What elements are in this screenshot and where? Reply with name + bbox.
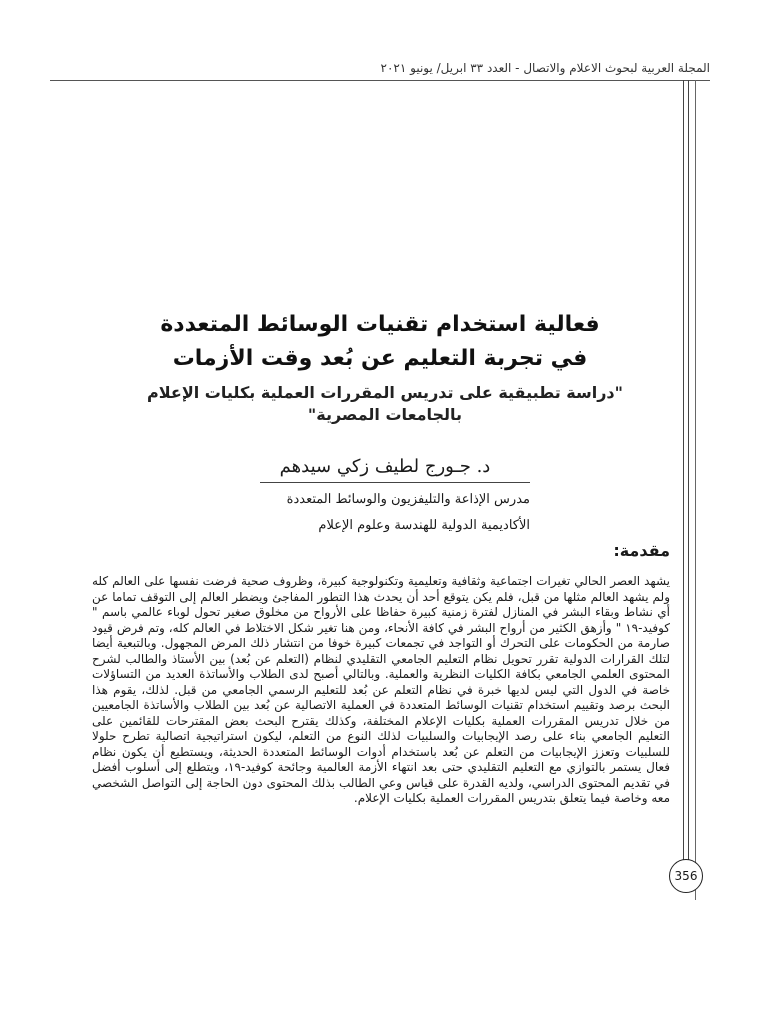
author-underline: [260, 482, 530, 483]
header-rule: [50, 80, 710, 81]
page-number-badge: 356: [669, 859, 703, 893]
author-name: د. جـورج لطيف زكي سيدهم: [279, 456, 491, 477]
subtitle-line-1: "دراسة تطبيقية على تدريس المقررات العملية بكليات الإعلام: [147, 383, 623, 402]
title-line-1: فعالية استخدام تقنيات الوسائط المتعددة: [160, 312, 600, 337]
author-position: مدرس الإذاعة والتليفزيون والوسائط المتعددة: [286, 492, 530, 507]
subtitle-line-2: بالجامعات المصرية": [307, 405, 463, 424]
author-institution: الأكاديمية الدولية للهندسة وعلوم الإعلام: [318, 518, 530, 533]
paper-title: [120, 308, 640, 376]
title-line-2: في تجربة التعليم عن بُعد وقت الأزمات: [172, 346, 588, 371]
introduction-paragraph: يشهد العصر الحالي تغيرات اجتماعية وثقافية وتعليمية وتكنولوجية كبيرة، وظروف صحية فرضت نفسها على العالم كله ولم يشهد العالم مثلها من قبل، فلم يكن يتوقع أحد أن يحدث هذا التطور المفاجئ ويضطر العالم إلى التوقف تماما عن أي نشاط وبقاء البشر في المنازل لفترة زمنية كبيرة حفاظا على الأرواح من مخلوق صغير تحول لوباء عالمي باسم " كوفيد-١٩ " وأزهق الكثير من أرواح البشر في كافة الأنحاء، ومن هنا تغير شكل الاختلاط في العالم كله، وتم فرض قيود صارمة من الحكومات على التحرك أو التواجد في تجمعات كبيرة خوفا من انتشار ذلك المرض المجهول. وبالتبعية أيضا لتلك القرارات الدولية تقرر تحويل نظام التعليم الجامعي التقليدي لنظام (التعلم عن بُعد) بين الأستاذ والطالب لشرح المحتوى العلمي الجامعي بكافة الكليات النظرية والعملية. وبالتالي أصبح لدى الطلاب والأساتذة العديد من التساؤلات خاصة في الدول التي ليس لديها خبرة في نظام التعلم عن بُعد للتعليم الرسمي الجامعي من قبل. لذلك، يقوم هذا البحث برصد وتقييم استخدام تقنيات الوسائط المتعددة في العملية الاتصالية عن بُعد بين الطلاب والأساتذة الجامعيين من خلال تدريس المقررات العملية بكليات الإعلام المختلفة، وكذلك يقترح البحث بعض المقترحات للقائمين على التعليم الجامعي بناء على رصد الإيجابيات والسلبيات لذلك النوع من التعلم، ليكون استراتيجية اتصالية تطرح حلولا للسلبيات وتعزز الإيجابيات من التعلم عن بُعد باستخدام أدوات الوسائط المتعددة الحديثة، ويستطيع أن يكون نظام فعال يستمر بالتوازي مع التعليم التقليدي حتى بعد انتهاء الأزمة العالمية وجائحة كوفيد-١٩، ويتطلع إلى أسلوب أفضل في تقديم المحتوى الدراسي، ولديه القدرة على قياس وعي الطالب بذلك المحتوى دون الحاجة إلى التواصل الشخصي معه وخاصة فيما يتعلق بتدريس المقررات العملية بكليات الإعلام.: [92, 574, 670, 805]
page-border-double-line: [683, 80, 689, 870]
section-heading: مقدمة:: [613, 541, 670, 560]
page-border-line: [695, 80, 696, 900]
running-header: المجلة العربية لبحوث الاعلام والاتصال - العدد ٣٣ ابريل/ يونيو ٢٠٢١: [380, 61, 710, 75]
paper-subtitle: [120, 382, 650, 426]
